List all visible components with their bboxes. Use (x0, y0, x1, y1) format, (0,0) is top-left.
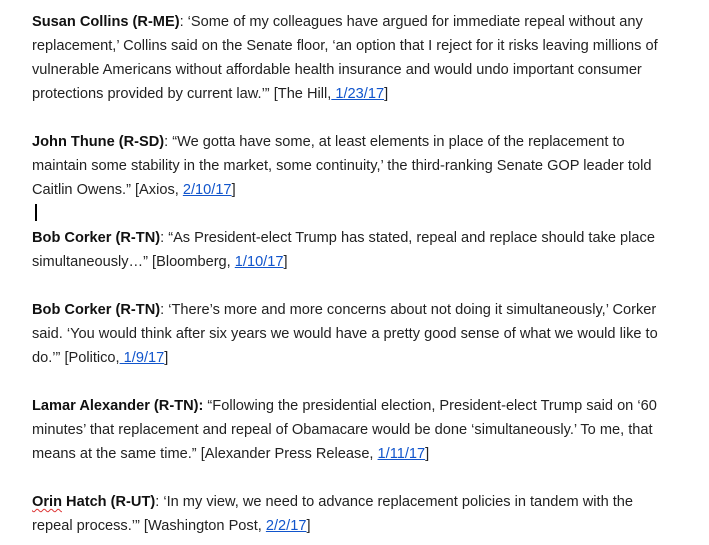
speaker-name-rest: Hatch (R-UT) (62, 494, 156, 510)
source-date-link[interactable]: 2/10/17 (182, 182, 232, 198)
spellcheck-flagged-word[interactable]: Orin (32, 494, 62, 510)
speaker-name: John Thune (R-SD) (32, 134, 165, 150)
speaker-name: Bob Corker (R-TN) (32, 302, 161, 318)
quote-paragraph (32, 394, 672, 466)
quote-paragraph (32, 10, 672, 106)
quote-text: : ‘In my view, we need to advance replacement policies in tandem with the repeal process.’” [Washington Post, (32, 494, 634, 534)
text-cursor (35, 204, 37, 221)
quote-paragraph (32, 490, 672, 538)
speaker-name (32, 494, 155, 510)
quote-paragraph (32, 226, 672, 274)
source-date-link[interactable]: 1/11/17 (377, 446, 426, 462)
quote-closing-bracket: ] (384, 86, 389, 102)
quote-text: : “We gotta have some, at least elements in place of the replacement to maintain some stability in the market, some continuity,’ the third-ranking Senate GOP leader told Caitlin Owens.” [Axios, (32, 134, 652, 198)
speaker-name: Bob Corker (R-TN) (32, 230, 161, 246)
source-date-link[interactable]: 1/23/17 (331, 86, 385, 102)
speaker-name: Lamar Alexander (R-TN): (32, 398, 204, 414)
quote-text: : “As President-elect Trump has stated, repeal and replace should take place simultaneously…” [Bloomberg, (32, 230, 655, 270)
quote-closing-bracket: ] (425, 446, 430, 462)
quote-closing-bracket: ] (164, 350, 169, 366)
quote-text: : ‘Some of my colleagues have argued for immediate repeal without any replacement,’ Collins said on the Senate floor, ‘an option that I reject for it risks leaving millions of vulnerable Americans without affordable health insurance and would undo important consumer protections provided by current law.’” [The Hill, (32, 14, 658, 102)
quote-paragraph (32, 298, 672, 370)
source-date-link[interactable]: 1/9/17 (119, 350, 165, 366)
speaker-name: Susan Collins (R-ME) (32, 14, 180, 30)
quote-closing-bracket: ] (283, 254, 288, 270)
quote-closing-bracket: ] (306, 518, 311, 534)
source-date-link[interactable]: 1/10/17 (234, 254, 284, 270)
quote-closing-bracket: ] (231, 182, 236, 198)
quote-text: “Following the presidential election, President-elect Trump said on ‘60 minutes’ that replacement and repeal of Obamacare would be done ‘simultaneously.’ To me, that means at the same time.” [Alexander Press Release, (32, 398, 657, 462)
quote-paragraph (32, 130, 672, 202)
source-date-link[interactable]: 2/2/17 (265, 518, 307, 534)
quote-text: : ‘There’s more and more concerns about not doing it simultaneously,’ Corker said. ‘You would think after six years we would have a pretty good sense of what we would like to do.’” [Politico, (32, 302, 658, 366)
